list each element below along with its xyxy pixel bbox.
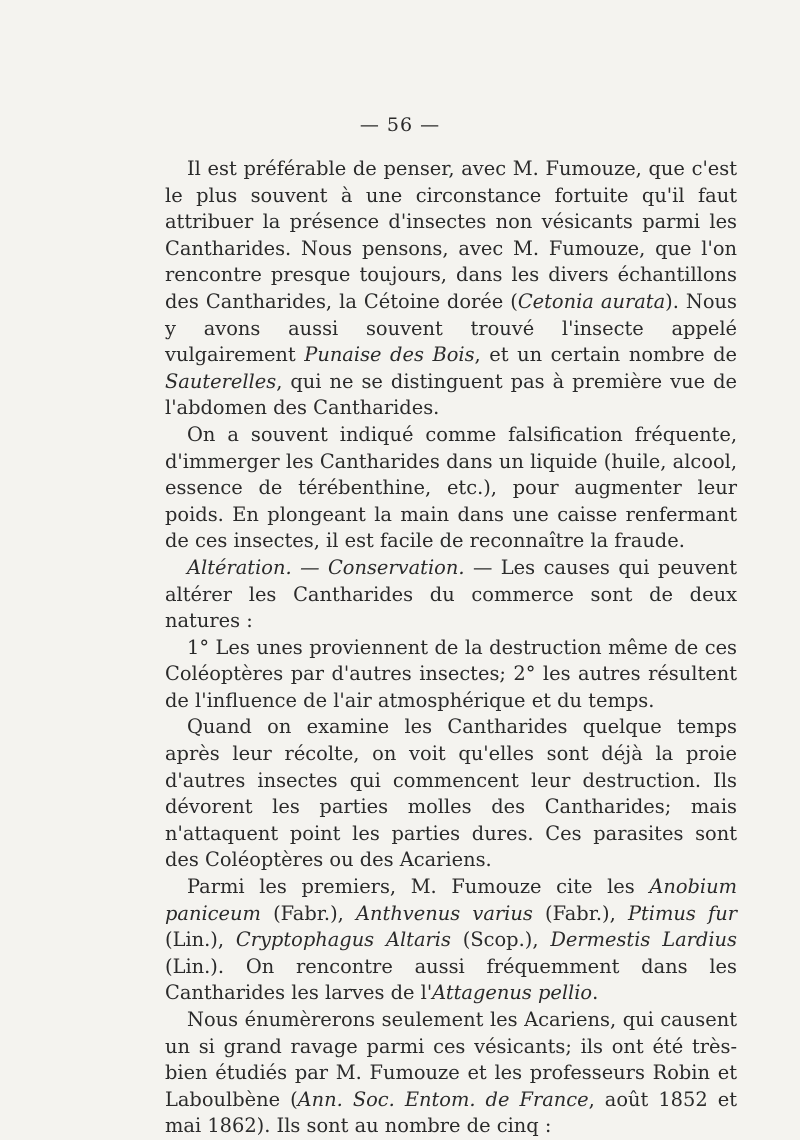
italic-text: Ann. Soc. Entom. de France — [297, 1087, 589, 1111]
paragraph — [165, 156, 737, 422]
text-run: Il est préférable de penser, avec M. Fumouze, que c'est le plus souvent à une circonstance fortuite qu'il faut attribuer la présence d'insectes non vésicants parmi les Cantharides. Nous pensons, avec M. Fumouze, que l'on rencontre presque toujours, dans les divers échantillons des Cantharides, la Cétoine dorée ( — [165, 157, 737, 313]
italic-text: Attagenus pellio — [432, 981, 593, 1005]
text-run: ). Nous y avons aussi souvent trouvé l'insecte appelé vulgairement — [165, 289, 737, 367]
text-run: , qui ne se distinguent pas à première vue de l'abdomen des Cantharides. — [165, 369, 737, 420]
paragraph — [165, 555, 737, 635]
paragraph — [165, 635, 737, 715]
italic-text: Anobium paniceum — [165, 875, 737, 925]
text-run: (Lin.), — [165, 928, 236, 952]
italic-text: Punaise des Bois — [304, 343, 475, 367]
text-run: . — [592, 981, 599, 1005]
paragraph — [165, 1007, 737, 1140]
text-run: Nous énumèrerons seulement les Acariens, qui causent un si grand ravage parmi ces vésicants; ils ont été très-bien étudiés par M. Fumouze et les professeurs Robin et Laboulbène ( — [165, 1008, 737, 1111]
italic-text: Dermestis Lardius — [550, 928, 737, 952]
text-run: On a souvent indiqué comme falsification fréquente, d'immerger les Cantharides dans un liquide (huile, alcool, essence de térébenthine, etc.), pour augmenter leur poids. En plongeant la main dans une caisse renfermant de ces insectes, il est facile de reconnaître la fraude. — [165, 422, 737, 553]
italic-text: Altération. — Conservation. — [187, 555, 465, 579]
paragraph — [165, 422, 737, 555]
text-run: 1° Les unes proviennent de la destruction même de ces Coléoptères par d'autres insectes; 2° les autres résultent de l'influence de l'air atmosphérique et du temps. — [165, 635, 737, 712]
text-run: (Scop.), — [450, 928, 551, 952]
italic-text: Cryptophagus Altaris — [235, 928, 451, 952]
text-run: (Lin.). On rencontre aussi fréquemment dans les Cantharides les larves de l' — [165, 954, 737, 1005]
paragraph — [165, 714, 737, 874]
italic-text: Ptimus fur — [627, 901, 737, 925]
text-run: Quand on examine les Cantharides quelque temps après leur récolte, on voit qu'elles sont déjà la proie d'autres insectes qui commencent leur destruction. Ils dévorent les parties molles des Cantharides; mais n'attaquent point les parties dures. Ces parasites sont des Coléoptères ou des Acariens. — [165, 715, 737, 872]
body-text — [165, 156, 737, 1140]
italic-text: Cetonia aurata — [517, 289, 666, 313]
text-run: Parmi les premiers, M. Fumouze cite les — [187, 875, 650, 899]
page-number: — 56 — — [359, 114, 441, 136]
text-run: , août 1852 et mai 1862). Ils sont au nombre de cinq : — [165, 1087, 737, 1138]
paragraph — [165, 874, 737, 1007]
text-run: — Les causes qui peuvent altérer les Cantharides du commerce sont de deux natures : — [165, 555, 737, 633]
text-run: (Fabr.), — [532, 901, 628, 925]
text-run: (Fabr.), — [260, 901, 357, 925]
italic-text: Sauterelles — [165, 369, 277, 393]
text-run: , et un certain nombre de — [474, 343, 738, 367]
italic-text: Anthvenus varius — [356, 901, 533, 925]
